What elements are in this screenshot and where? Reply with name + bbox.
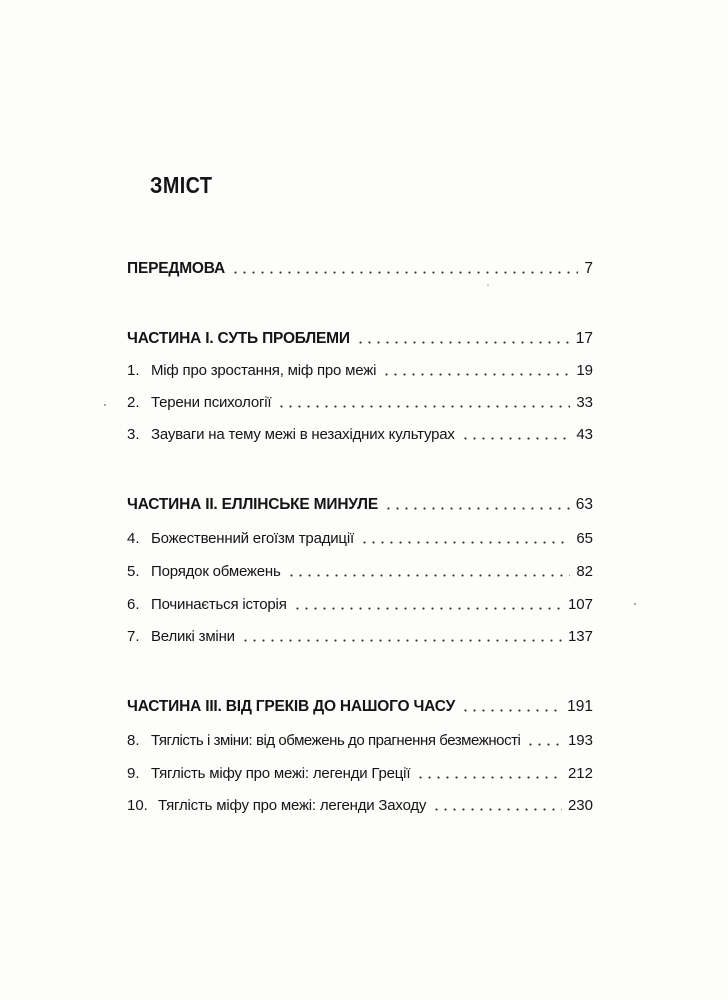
toc-page-number: 19 [576,362,593,379]
page-title: ЗМІСТ [150,172,213,198]
dot-leader [382,373,570,376]
toc-page-number: 191 [567,698,593,715]
toc-chapter-1[interactable] [127,356,593,380]
toc-entry-preface[interactable] [127,254,593,278]
scan-speck [487,284,489,286]
toc-chapter-number: 4. [127,530,140,547]
toc-page-number: 137 [567,628,593,645]
scan-speck [104,404,106,406]
dot-leader [231,271,578,274]
toc-chapter-7[interactable] [127,622,593,646]
toc-page-number: 212 [567,765,593,782]
toc-chapter-title: Тяглість міфу про межі: легенди Греції [151,765,411,782]
toc-chapter-title: Великі зміни [151,628,235,645]
dot-leader [461,709,561,712]
dot-leader [461,437,571,440]
dot-leader [432,808,562,811]
toc-chapter-5[interactable] [127,557,593,581]
toc-part-title: ЧАСТИНА ІІІ. ВІД ГРЕКІВ ДО НАШОГО ЧАСУ [127,698,456,715]
toc-page-number: 17 [575,330,593,347]
toc-chapter-title: Починається історія [151,596,287,613]
toc-chapter-number: 1. [127,362,140,379]
toc-page-number: 7 [584,260,593,277]
dot-leader [416,776,562,779]
toc-page-number: 107 [567,596,593,613]
toc-chapter-title: Тяглість міфу про межі: легенди Заходу [158,797,427,814]
toc-chapter-10[interactable] [127,791,593,815]
toc-page-number: 63 [575,496,593,513]
dot-leader [360,541,570,544]
toc-page-number: 33 [576,394,593,411]
dot-leader [356,341,570,344]
toc-part-title: ЧАСТИНА ІІ. ЕЛЛІНСЬКЕ МИНУЛЕ [127,496,378,513]
toc-page-number: 82 [576,563,593,580]
toc-page-number: 43 [576,426,593,443]
toc-part-title: ЧАСТИНА І. СУТЬ ПРОБЛЕМИ [127,330,350,347]
dot-leader [384,507,570,510]
toc-chapter-title: Божественний егоїзм традиції [151,530,354,547]
toc-chapter-title: Міф про зростання, міф про межі [151,362,377,379]
toc-chapter-number: 2. [127,394,140,411]
dot-leader [526,743,562,746]
toc-part-2[interactable] [127,490,593,514]
dot-leader [287,574,571,577]
toc-chapter-4[interactable] [127,524,593,548]
toc-chapter-title: Порядок обмежень [151,563,281,580]
toc-chapter-number: 10. [127,797,148,814]
toc-chapter-3[interactable] [127,420,593,444]
toc-chapter-number: 7. [127,628,140,645]
toc-chapter-6[interactable] [127,590,593,614]
toc-chapter-title: Зауваги на тему межі в незахідних культурах [151,426,455,443]
toc-chapter-number: 8. [127,732,140,749]
dot-leader [277,405,570,408]
toc-part-3[interactable] [127,692,593,716]
dot-leader [241,639,562,642]
toc-chapter-number: 5. [127,563,140,580]
toc-part-1[interactable] [127,324,593,348]
toc-entry-title: ПЕРЕДМОВА [127,260,225,277]
toc-chapter-title: Тяглість і зміни: від обмежень до прагнення безмежності [151,732,521,749]
toc-chapter-number: 9. [127,765,140,782]
toc-page-number: 65 [576,530,593,547]
toc-chapter-9[interactable] [127,759,593,783]
toc-chapter-8[interactable] [127,726,593,750]
toc-chapter-number: 6. [127,596,140,613]
scan-speck [634,603,636,605]
toc-page-number: 230 [567,797,593,814]
toc-chapter-title: Терени психології [151,394,272,411]
dot-leader [293,607,562,610]
toc-page-number: 193 [567,732,593,749]
toc-chapter-number: 3. [127,426,140,443]
toc-chapter-2[interactable] [127,388,593,412]
